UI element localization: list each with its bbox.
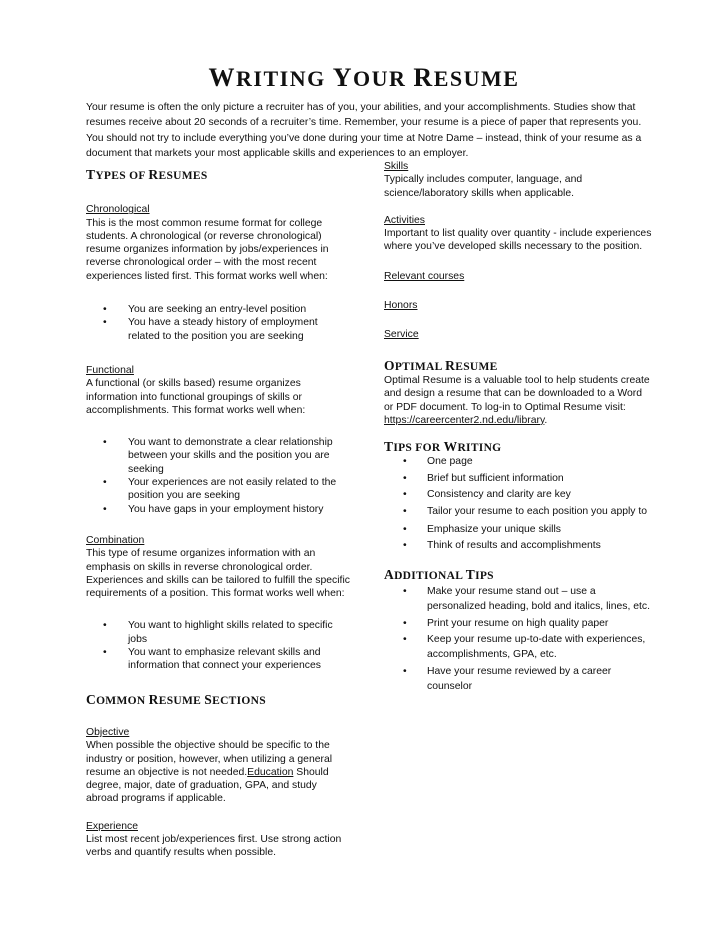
bullet-icon: • — [103, 647, 107, 659]
bullet-icon: • — [403, 665, 407, 677]
list-item: • Brief but sufficient information — [403, 472, 564, 484]
functional-bullets — [86, 436, 350, 516]
optimal-resume-link[interactable]: https://careercenter2.nd.edu/library — [384, 414, 545, 426]
chronological-text: This is the most common resume format for college students. A chronological (or reverse chronological) resume organizes information by jobs/experiences in reverse chronological order – with the most recent experiences listed first. This format works well when: — [86, 217, 329, 282]
activities-label: Activities — [384, 214, 425, 226]
additional-tips-heading: ADDITIONAL TIPS — [384, 567, 494, 583]
optimal-resume-heading: OPTIMAL RESUME — [384, 357, 498, 373]
list-item: • Make your resume stand out – use a personalized heading, bold and italics, lines, etc. — [403, 585, 650, 613]
education-text: Should degree, major, date of graduation, GPA, and study abroad programs if applicable. — [86, 766, 329, 805]
bullet-icon: • — [103, 304, 107, 316]
bullet-icon: • — [403, 540, 407, 552]
list-item: • You want to demonstrate a clear relationship between your skills and the position you are seeking — [103, 437, 333, 475]
objective-section — [86, 726, 350, 806]
functional-section — [86, 364, 350, 516]
list-item: • Have your resume reviewed by a career counselor — [403, 665, 612, 693]
bullet-icon: • — [403, 456, 407, 468]
objective-label: Objective — [86, 726, 130, 738]
bullet-icon: • — [403, 633, 407, 645]
combination-text: This type of resume organizes information with an emphasis on skills in reverse chronological order. Experiences and skills can be tailored to fulfill the specific requirements of a position. This format works well when: — [86, 548, 350, 600]
list-item: • Your experiences are not easily related to the position you are seeking — [103, 477, 337, 502]
bullet-icon: • — [103, 503, 107, 515]
list-item: • Think of results and accomplishments — [403, 540, 601, 552]
activities-text: Important to list quality over quantity - include experiences where you’ve developed skills necessary to the position. — [384, 228, 652, 253]
objective-text: When possible the objective should be specific to the industry or position, however, when utilizing a general resume an objective is not needed.Education Should degree, major, date of graduation, GPA, and study abroad programs if applicable. — [86, 740, 333, 805]
page-title: WRITING YOUR RESUME — [208, 63, 520, 92]
tips-list — [384, 455, 652, 552]
experience-section — [86, 820, 350, 860]
optimal-resume-text: Optimal Resume is a valuable tool to help students create and design a resume that can be downloaded to a Word or PDF document. To log-in to Optimal Resume visit: https://careercenter2.nd.edu/library. — [384, 374, 650, 426]
skills-text: Typically includes computer, language, and science/laboratory skills when applicable. — [384, 174, 583, 199]
experience-label: Experience — [86, 820, 138, 832]
list-item: • Emphasize your unique skills — [403, 523, 561, 535]
right-column — [384, 160, 652, 695]
functional-text: A functional (or skills based) resume organizes information into functional groupings of skills or accomplishments. This format works well when: — [86, 378, 306, 416]
bullet-icon: • — [403, 523, 407, 535]
list-item: • You have a steady history of employment related to the position you are seeking — [103, 317, 318, 342]
skills-label: Skills — [384, 161, 409, 172]
skills-section — [384, 160, 652, 200]
functional-label: Functional — [86, 364, 134, 376]
list-item: • You want to emphasize relevant skills and information that connect your experiences — [103, 647, 321, 672]
types-of-resumes-heading: TYPES OF RESUMES — [86, 167, 208, 182]
list-item: • You want to highlight skills related to specific jobs — [103, 620, 333, 645]
list-item: • Consistency and clarity are key — [403, 489, 571, 501]
common-resume-sections-heading: COMMON RESUME SECTIONS — [86, 691, 266, 707]
bullet-icon: • — [403, 506, 407, 518]
bullet-icon: • — [403, 472, 407, 484]
tips-for-writing-heading: TIPS FOR WRITING — [384, 439, 502, 455]
intro-paragraph: Your resume is often the only picture a recruiter has of you, your abilities, and your accomplishments. Studies show that resumes receive about 20 seconds of a recruiter’s time. Remember, your resume is a piece of paper that represents you. You should not try to include everything you’ve done during your time at Notre Dame – instead, think of your resume as a document that markets your most applicable skills and experiences to an employer. — [86, 102, 642, 159]
combination-section — [86, 534, 350, 673]
additional-tips-list — [384, 584, 652, 695]
list-item: • One page — [403, 456, 473, 468]
service-label: Service — [384, 329, 419, 341]
left-column — [86, 160, 350, 860]
relevant-courses-label: Relevant courses — [384, 270, 465, 282]
activities-section — [384, 214, 652, 254]
list-item: • You have gaps in your employment history — [103, 503, 324, 515]
education-label: Education — [247, 766, 294, 778]
combination-label: Combination — [86, 534, 145, 546]
chronological-section — [86, 203, 350, 343]
honors-label: Honors — [384, 300, 418, 312]
list-item: • Tailor your resume to each position you apply to — [384, 504, 652, 520]
list-item: • You are seeking an entry-level position — [103, 304, 307, 316]
bullet-icon: • — [103, 437, 107, 449]
list-item: • Print your resume on high quality paper — [384, 616, 652, 631]
list-item: • Keep your resume up-to-date with experiences, accomplishments, GPA, etc. — [403, 633, 646, 661]
combination-bullets — [86, 619, 350, 672]
bullet-icon: • — [403, 585, 407, 597]
chronological-bullets — [86, 303, 350, 343]
chronological-label: Chronological — [86, 204, 150, 216]
bullet-icon: • — [103, 317, 107, 329]
experience-text: List most recent job/experiences first. Use strong action verbs and quantify results when possible. — [86, 833, 342, 859]
bullet-icon: • — [103, 477, 107, 489]
bullet-icon: • — [103, 620, 107, 632]
bullet-icon: • — [403, 617, 407, 629]
bullet-icon: • — [403, 489, 407, 501]
